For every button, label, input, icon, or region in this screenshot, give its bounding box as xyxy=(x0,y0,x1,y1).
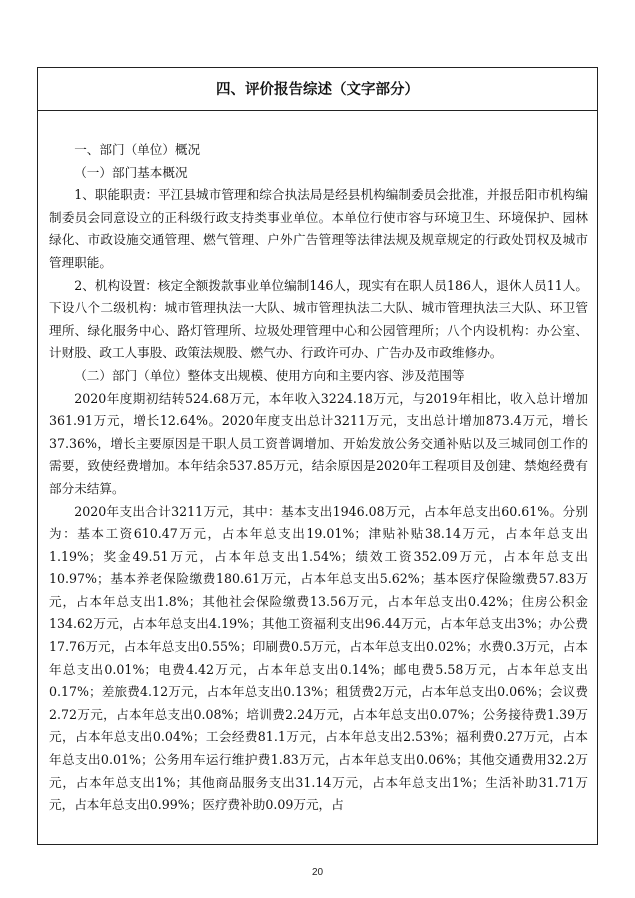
subsection-heading-basic-overview: （一）部门基本概况 xyxy=(74,164,188,180)
paragraph-budget-summary: 2020年度期初结转524.68万元，本年收入3224.18万元，与2019年相比，收入总计增加361.91万元，增长12.64%。2020年度支出总计3211万元，支出总计增加873.4万元，增长37.36%，增长主要原因是干职人员工资普调增加、开始发放公务交通补贴以及三城同创工作的需要，致使经费增加。本年结余537.85万元，结余原因是2020年工程项目及创建、禁炮经费有部分未结算。 xyxy=(49,390,588,496)
report-title: 四、评价报告综述（文字部分） xyxy=(38,68,597,111)
paragraph-expenditure-details: 2020年支出合计3211万元，其中：基本支出1946.08万元，占本年总支出60.61%。分别为：基本工资610.47万元，占本年总支出19.01%；津贴补贴38.14万元，占本年总支出1.19%；奖金49.51万元，占本年总支出1.54%；绩效工资352.09万元，占本年总支出10.97%；基本养老保险缴费180.61万元，占本年总支出5.62%；基本医疗保险缴费57.83万元，占本年总支出1.8%；其他社会保险缴费13.56万元，占本年总支出0.42%；住房公积金134.62万元，占本年总支出4.19%；其他工资福利支出96.44万元，占本年总支出3%；办公费17.76万元，占本年总支出0.55%；印刷费0.5万元，占本年总支出0.02%；水费0.3万元，占本年总支出0.01%；电费4.42万元，占本年总支出0.14%；邮电费5.58万元，占本年总支出0.17%；差旅费4.12万元，占本年总支出0.13%；租赁费2万元，占本年总支出0.06%；会议费2.72万元，占本年总支出0.08%；培训费2.24万元，占本年总支出0.07%；公务接待费1.39万元，占本年总支出0.04%；工会经费81.1万元，占本年总支出2.53%；福利费0.27万元，占本年总支出0.01%；公务用车运行维护费1.83万元，占本年总支出0.06%；其他交通费用32.2万元，占本年总支出1%；其他商品服务支出31.14万元，占本年总支出1%；生活补助31.71万元，占本年总支出0.99%；医疗费补助0.09万元，占 xyxy=(49,503,588,813)
page-number: 20 xyxy=(311,867,324,878)
report-body xyxy=(38,111,597,817)
section-heading: 一、部门（单位）概况 xyxy=(74,142,201,157)
paragraph-duties: 1、职能职责：平江县城市管理和综合执法局是经县机构编制委员会批准，并报岳阳市机构编制委员会同意设立的正科级行政支持类事业单位。本单位行使市容与环境卫生、环境保护、园林绿化、市政设施交通管理、燃气管理、户外广告管理等法律法规及规章规定的行政处罚权及城市管理职能。 xyxy=(49,187,588,270)
report-frame xyxy=(37,67,598,845)
subsection-heading-expenditure: （二）部门（单位）整体支出规模、使用方向和主要内容、涉及范围等 xyxy=(74,367,465,383)
paragraph-organization: 2、机构设置：核定全额拨款事业单位编制146人，现实有在职人员186人，退休人员11人。下设八个二级机构：城市管理执法一大队、城市管理执法二大队、城市管理执法三大队、环卫管理所、绿化服务中心、路灯管理所、垃圾处理管理中心和公园管理所；八个内设机构：办公室、计财股、政工人事股、政策法规股、燃气办、行政许可办、广告办及市政维修办。 xyxy=(49,277,588,361)
